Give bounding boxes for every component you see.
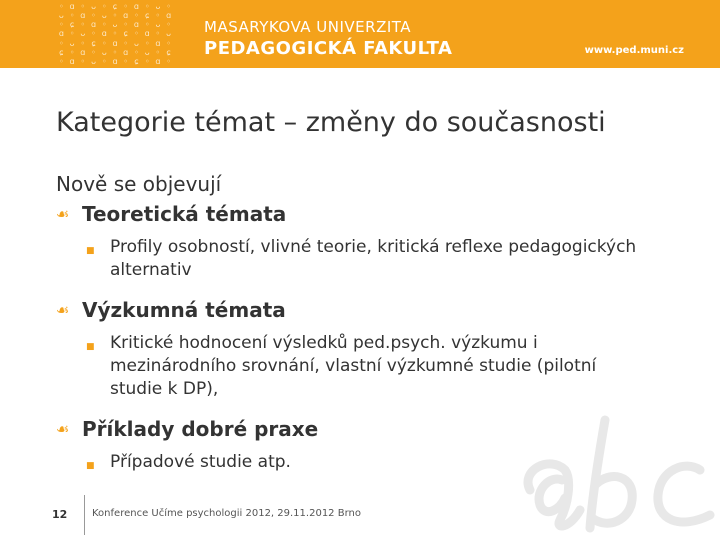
leaf-bullet-icon: ☙	[56, 205, 70, 223]
section-heading-text: Teoretická témata	[82, 202, 287, 226]
list-item	[86, 332, 656, 401]
header-bar	[0, 0, 720, 68]
section-heading	[56, 298, 656, 322]
section-heading	[56, 202, 656, 226]
faculty-name: PEDAGOGICKÁ FAKULTA	[204, 38, 453, 59]
list-item	[86, 236, 656, 282]
university-name: MASARYKOVA UNIVERZITA	[204, 18, 412, 36]
list-item-text: Kritické hodnocení výsledků ped.psych. výzkumu i mezinárodního srovnání, vlastní výzkumné studie (pilotní studie k DP),	[110, 333, 597, 399]
website-link[interactable]: www.ped.muni.cz	[584, 45, 684, 56]
list-item-text: Případové studie atp.	[110, 452, 291, 472]
footer-conference: Konference Učíme psychologii 2012, 29.11.2012 Brno	[92, 508, 361, 519]
square-bullet-icon: ■	[86, 246, 95, 256]
intro-text: Nově se objevují	[56, 172, 222, 196]
leaf-bullet-icon: ☙	[56, 301, 70, 319]
abc-watermark-icon	[510, 410, 720, 540]
square-bullet-icon: ■	[86, 461, 95, 471]
faculty-logo-icon: ◦ ɑ ◦ ᴗ ◦ ɕ ◦ ɑ ◦ ᴗ ◦ ᴗ ◦ ɑ ◦ ᴗ ◦ ɑ ◦ ɕ ◦ ɑ ◦ ɕ ◦ ɑ ◦ ᴗ ◦ ɑ ◦ ᴗ ◦ ɑ ◦ ᴗ ◦ ɑ ◦ ɕ ◦ ɑ ◦ ᴗ ◦ ᴗ ◦ ɕ ◦ ɑ ◦ ᴗ ◦ ɑ ◦ ɕ ◦ ɑ ◦ ᴗ ◦ ɑ ◦ ᴗ ◦ ɕ ◦ ɑ ◦ ᴗ ◦ ɑ ◦ ɕ ◦ ɑ ◦	[58, 2, 172, 66]
slide-title: Kategorie témat – změny do současnosti	[56, 107, 606, 138]
list-item-text: Profily osobností, vlivné teorie, kritická reflexe pedagogických alternativ	[110, 237, 637, 280]
leaf-bullet-icon: ☙	[56, 420, 70, 438]
section-heading-text: Výzkumná témata	[82, 298, 286, 322]
footer-divider	[84, 495, 85, 535]
page-number: 12	[52, 508, 68, 521]
section-heading-text: Příklady dobré praxe	[82, 417, 319, 441]
square-bullet-icon: ■	[86, 342, 95, 352]
